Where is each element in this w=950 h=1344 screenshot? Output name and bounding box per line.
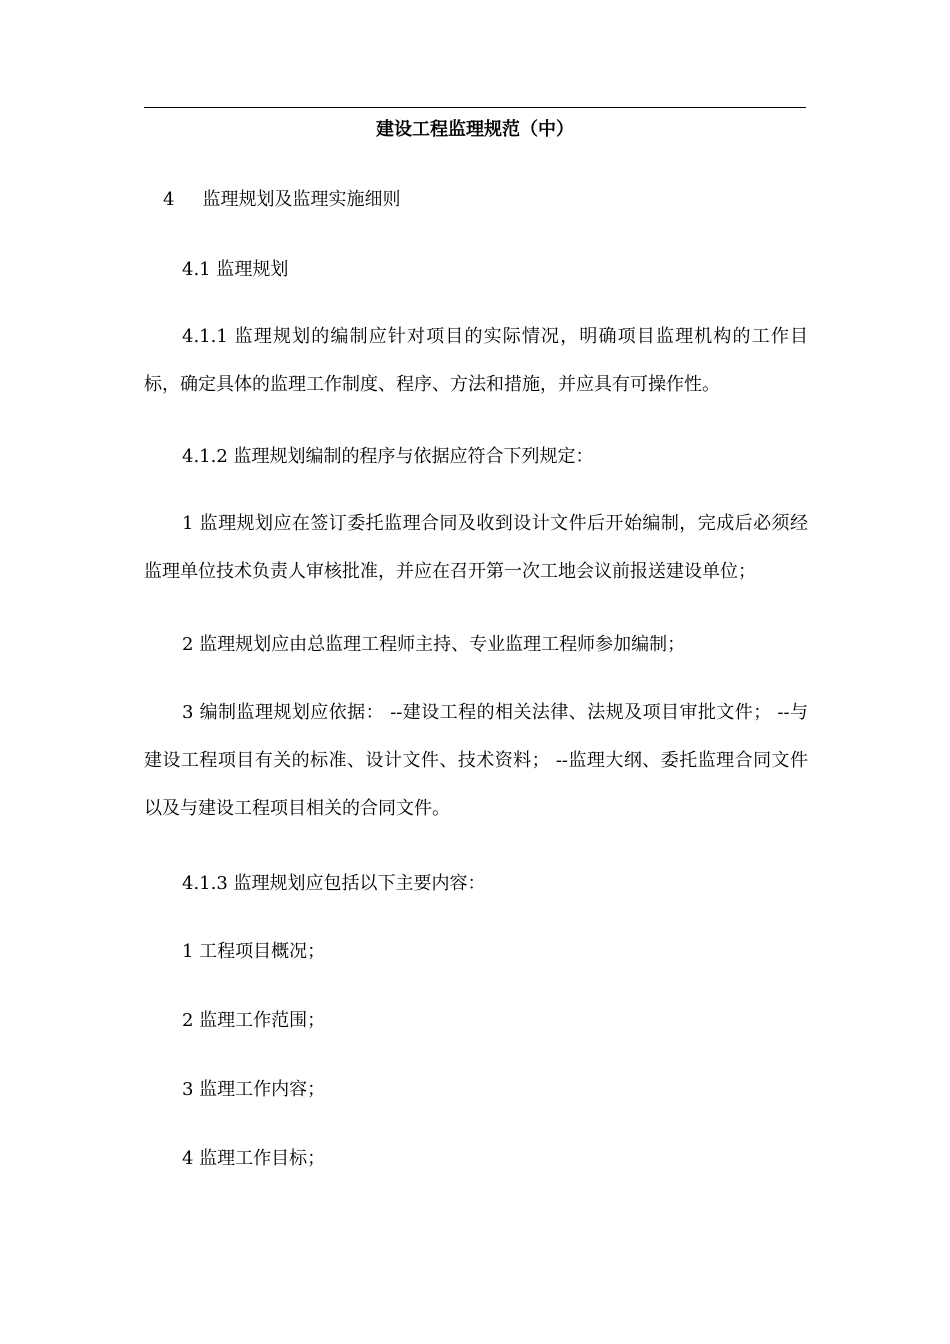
list-item-3: 3 编制监理规划应依据： --建设工程的相关法律、法规及项目审批文件； --与建设工程项目有关的标准、设计文件、技术资料； --监理大纲、委托监理合同文件以及与建设工程项目相关的合同文件。 xyxy=(144,702,808,819)
paragraph-4-1-2: 4.1.2 监理规划编制的程序与依据应符合下列规定： xyxy=(182,446,594,467)
paragraph-4-1-3: 4.1.3 监理规划应包括以下主要内容： xyxy=(182,873,486,894)
document-title: 建设工程监理规范（中） xyxy=(376,119,574,140)
section-heading xyxy=(163,188,400,212)
list-item-1: 1 监理规划应在签订委托监理合同及收到设计文件后开始编制，完成后必须经监理单位技术负责人审核批准，并应在召开第一次工地会议前报送建设单位； xyxy=(144,513,808,582)
subsection-heading: 4.1 监理规划 xyxy=(182,259,289,280)
paragraph-4-1-1: 4.1.1 监理规划的编制应针对项目的实际情况，明确项目监理机构的工作目标，确定具体的监理工作制度、程序、方法和措施，并应具有可操作性。 xyxy=(144,326,808,395)
content-item: 3 监理工作内容； xyxy=(182,1079,326,1100)
content-item: 2 监理工作范围； xyxy=(182,1010,326,1031)
section-title: 监理规划及监理实施细则 xyxy=(202,189,401,210)
list-item-2: 2 监理规划应由总监理工程师主持、专业监理工程师参加编制； xyxy=(182,634,686,655)
section-number: 4 xyxy=(163,189,175,210)
header-rule xyxy=(144,107,806,108)
content-item: 4 监理工作目标； xyxy=(182,1148,326,1169)
content-item: 1 工程项目概况； xyxy=(182,941,326,962)
